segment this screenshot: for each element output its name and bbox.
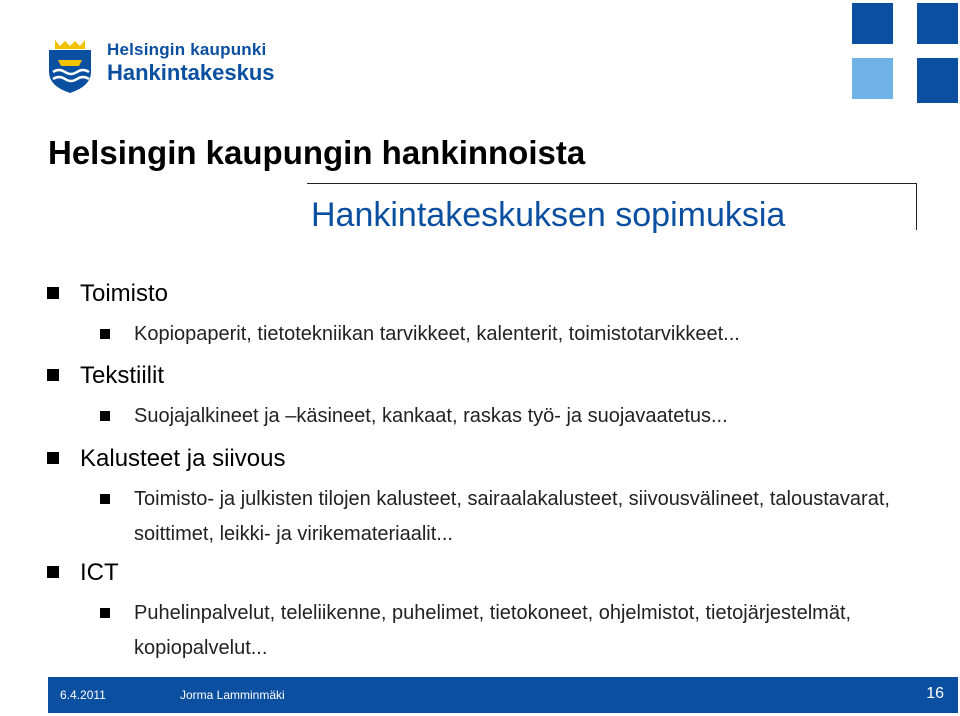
decor-square-2 [917,3,958,44]
decor-square-3 [852,58,893,99]
sub-bullet-icon [100,411,110,421]
list-item-label: ICT [80,559,119,586]
logo-unit-name: Hankintakeskus [107,60,275,85]
page-number: 16 [926,685,944,702]
list-item-detail: Puhelinpalvelut, teleliikenne, puhelimet, tietokoneet, ohjelmistot, tietojärjestelmät, kopiopalvelut... [134,602,852,659]
footer-date: 6.4.2011 [60,688,106,702]
sub-bullet-icon [100,494,110,504]
bullet-icon [47,566,59,578]
logo [47,38,275,94]
list-item-label: Tekstiilit [80,362,165,389]
decor-square-4 [917,58,958,103]
sub-bullet-icon [100,329,110,339]
divider-horizontal [307,183,917,184]
list-item-detail: Suojajalkineet ja –käsineet, kankaat, raskas työ- ja suojavaatetus... [134,405,728,427]
footer-author: Jorma Lamminmäki [180,688,285,702]
bullet-icon [47,287,59,299]
footer-bar [48,677,958,713]
list-item-detail: Toimisto- ja julkisten tilojen kalusteet, sairaalakalusteet, siivousvälineet, taloustavarat, soittimet, leikki- ja virikemateriaalit... [134,488,890,545]
sub-bullet-icon [100,608,110,618]
decor-square-1 [852,3,893,44]
page-subtitle: Hankintakeskuksen sopimuksia [311,196,786,234]
bullet-icon [47,369,59,381]
divider-vertical [916,183,917,230]
list-item-detail: Kopiopaperit, tietotekniikan tarvikkeet, kalenterit, toimistotarvikkeet... [134,323,740,345]
bullet-icon [47,452,59,464]
list-item-label: Kalusteet ja siivous [80,445,286,472]
helsinki-crest-icon [47,38,93,94]
logo-org-name: Helsingin kaupunki [107,40,267,59]
list-item-label: Toimisto [80,280,169,307]
page-title: Helsingin kaupungin hankinnoista [48,134,586,171]
